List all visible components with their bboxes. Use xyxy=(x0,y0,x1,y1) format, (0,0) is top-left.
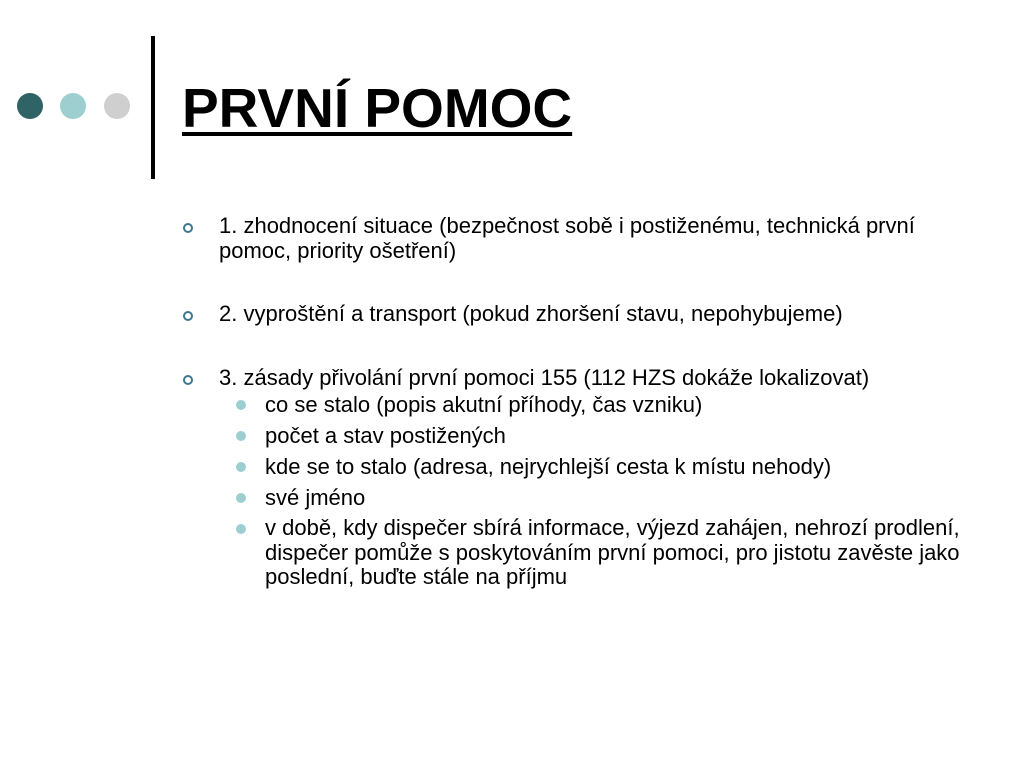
bullet-text: 1. zhodnocení situace (bezpečnost sobě i postiženému, technická první pomoc, priority ošetření) xyxy=(219,213,915,263)
sub-bullet-item xyxy=(180,454,970,479)
dot-bullet-icon xyxy=(236,400,246,410)
ring-bullet-icon xyxy=(183,311,193,321)
ring-bullet-icon xyxy=(183,223,193,233)
decor-dot-dark xyxy=(17,93,43,119)
decor-dot-light xyxy=(60,93,86,119)
sub-bullet-item xyxy=(180,485,970,510)
dot-bullet-icon xyxy=(236,431,246,441)
dot-bullet-icon xyxy=(236,462,246,472)
sub-bullet-text: co se stalo (popis akutní příhody, čas vzniku) xyxy=(265,392,703,417)
sub-bullet-text: své jméno xyxy=(265,485,366,510)
bullet-item xyxy=(180,365,970,390)
slide-title: PRVNÍ POMOC xyxy=(182,77,573,139)
title-divider-line xyxy=(151,36,155,179)
sub-bullet-text: počet a stav postižených xyxy=(265,423,506,448)
slide-content xyxy=(180,213,970,596)
decor-dot-grey xyxy=(104,93,130,119)
dot-bullet-icon xyxy=(236,493,246,503)
sub-bullet-item xyxy=(180,423,970,448)
dot-bullet-icon xyxy=(236,524,246,534)
ring-bullet-icon xyxy=(183,375,193,385)
bullet-text: 3. zásady přivolání první pomoci 155 (112 HZS dokáže lokalizovat) xyxy=(219,365,870,390)
sub-bullet-list xyxy=(180,392,970,590)
sub-bullet-text: kde se to stalo (adresa, nejrychlejší cesta k místu nehody) xyxy=(265,454,832,479)
bullet-text: 2. vyproštění a transport (pokud zhoršení stavu, nepohybujeme) xyxy=(219,301,843,326)
bullet-item xyxy=(180,301,970,326)
sub-bullet-text: v době, kdy dispečer sbírá informace, výjezd zahájen, nehrozí prodlení, dispečer pomůže s poskytováním první pomoci, pro jistotu zavěste jako poslední, buďte stále na příjmu xyxy=(265,515,960,589)
sub-bullet-item xyxy=(180,392,970,417)
sub-bullet-item xyxy=(180,516,970,590)
bullet-item xyxy=(180,213,970,263)
